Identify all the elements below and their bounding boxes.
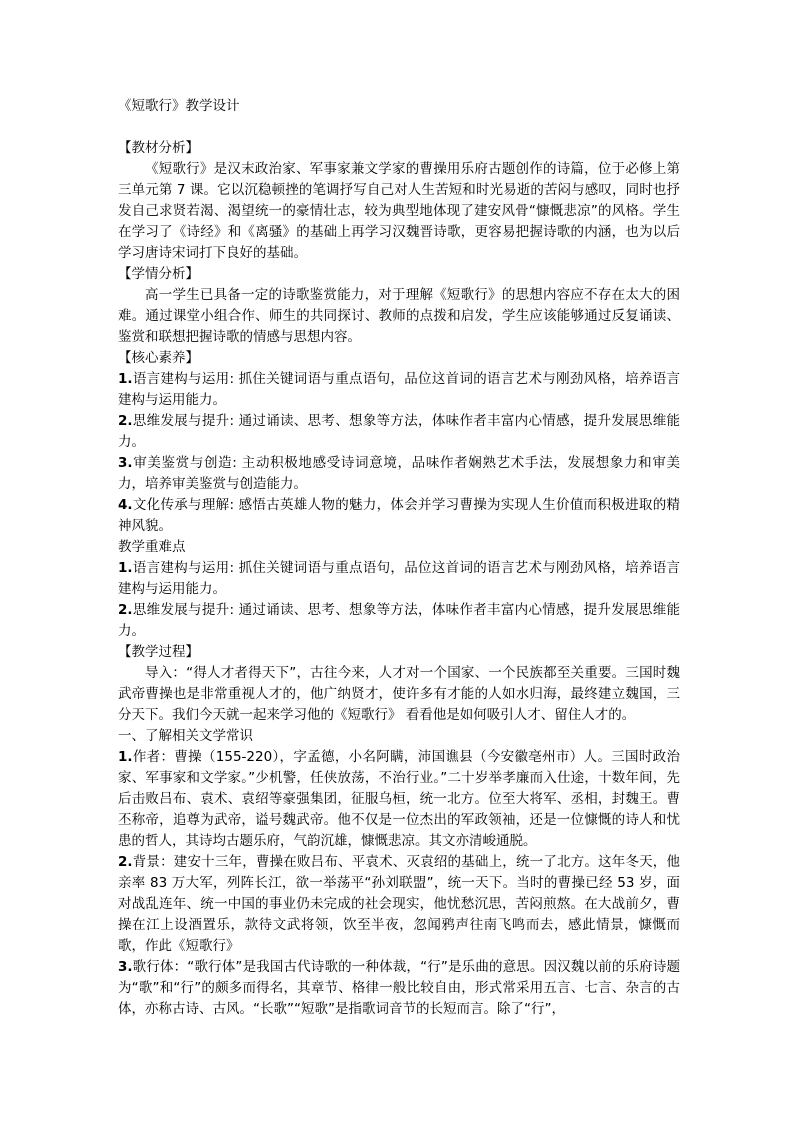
item-number: 1. [118,371,133,387]
item-number: 2. [118,413,133,429]
textbook-analysis-body: 《短歌行》是汉末政治家、军事家兼文学家的曹操用乐府古题创作的诗篇，位于必修上第三单元第 7 课。它以沉稳顿挫的笔调抒写自己对人生苦短和时光易逝的苦闷与感叹，同时也抒发自己求贤若渴、渴望统一的豪情壮志，较为典型地体现了建安风骨“慷慨悲凉”的风格。学生在学习了《诗经》和《离骚》的基础上再学习汉魏晋诗歌，更容易把握诗歌的内涵，也为以后学习唐诗宋词打下良好的基础。 [118,161,680,261]
item-number: 1. [118,560,133,576]
process-item [118,852,680,957]
intro-paragraph: 导入：“得人才者得天下”，古往今来，人才对一个国家、一个民族都至关重要。三国时魏武帝曹操也是非常重视人才的，他广纳贤才，使许多有才能的人如水归海，最终建立魏国，三分天下。我们今天就一起来学习他的《短歌行》 看看他是如何吸引人才、留住人才的。 [118,665,680,723]
textbook-analysis-heading: 【教材分析】 [118,140,199,156]
student-analysis-section [118,264,680,348]
item-text: 思维发展与提升: 通过诵读、思考、想象等方法，体味作者丰富内心情感，提升发展思维能力。 [118,413,680,450]
item-text: 作者：曹操（155-220），字孟德，小名阿瞒，沛国谯县（今安徽亳州市）人。三国时政治家、军事家和文学家。”少机警，任侠放荡，不治行业。”二十岁举孝廉而入仕途，十数年间，先后击败吕布、袁术、袁绍等豪强集团，征服乌桓，统一北方。位至大将军、丞相，封魏王。曹丕称帝，追尊为武帝，谥号魏武帝。他不仅是一位杰出的军政领袖，还是一位慷慨的诗人和忧患的哲人，其诗均古题乐府，气韵沉雄，慷慨悲凉。其文亦清峻通脱。 [118,749,680,849]
item-text: 思维发展与提升: 通过诵读、思考、想象等方法，体味作者丰富内心情感，提升发展思维能力。 [118,602,680,639]
core-literacy-item [118,453,680,495]
teaching-process-section [118,642,680,1020]
key-point-item [118,558,680,600]
item-text: 语言建构与运用: 抓住关键词语与重点语句，品位这首词的语言艺术与刚劲风格，培养语言建构与运用能力。 [118,371,680,408]
core-literacy-item [118,495,680,537]
core-literacy-item [118,411,680,453]
key-points-section [118,537,680,642]
textbook-analysis-section [118,138,680,264]
item-text: 文化传承与理解: 感悟古英雄人物的魅力，体会并学习曹操为实现人生价值而积极进取的精神风貌。 [118,497,680,534]
item-text: 语言建构与运用: 抓住关键词语与重点语句，品位这首词的语言艺术与刚劲风格，培养语言建构与运用能力。 [118,560,680,597]
key-point-item [118,600,680,642]
item-number: 3. [118,959,133,975]
document-title: 《短歌行》教学设计 [118,98,240,114]
process-item [118,747,680,852]
key-points-heading: 教学重难点 [118,539,186,555]
item-text: 审美鉴赏与创造: 主动积极地感受诗词意境，品味作者娴熟艺术手法，发展想象力和审美力，培养审美鉴赏与创造能力。 [118,455,680,492]
core-literacy-section [118,348,680,537]
item-number: 2. [118,602,133,618]
item-text: 背景：建安十三年，曹操在败吕布、平袁术、灭袁绍的基础上，统一了北方。这年冬天，他亲率 83 万大军，列阵长江，欲一举荡平“孙刘联盟”，统一天下。当时的曹操已经 53 岁，面对战乱连年、统一中国的事业仍未完成的社会现实，他忧愁沉思，苦闷煎熬。在大战前夕，曹操在江上设酒置乐，款待文武将领，饮至半夜，忽闻鸦声往南飞鸣而去，感此情景，慷慨而歌，作此《短歌行》 [118,854,680,954]
teaching-process-heading: 【教学过程】 [118,644,199,660]
item-number: 1. [118,749,133,765]
item-number: 2. [118,854,133,870]
student-analysis-heading: 【学情分析】 [118,266,199,282]
process-subheading: 一、了解相关文学常识 [118,728,253,744]
item-text: 歌行体：“歌行体”是我国古代诗歌的一种体裁，“行”是乐曲的意思。因汉魏以前的乐府诗题为“歌”和“行”的颇多而得名，其章节、格律一般比较自由，形式常采用五言、七言、杂言的古体，亦称古诗、古风。“长歌”“短歌”是指歌词音节的长短而言。除了“行”， [118,959,680,1017]
core-literacy-heading: 【核心素养】 [118,350,199,366]
item-number: 3. [118,455,133,471]
student-analysis-body: 高一学生已具备一定的诗歌鉴赏能力，对于理解《短歌行》的思想内容应不存在太大的困难。通过课堂小组合作、师生的共同探讨、教师的点拨和启发，学生应该能够通过反复诵读、鉴赏和联想把握诗歌的情感与思想内容。 [118,287,680,345]
process-item [118,957,680,1020]
document-page [118,96,680,1020]
item-number: 4. [118,497,133,513]
core-literacy-item [118,369,680,411]
